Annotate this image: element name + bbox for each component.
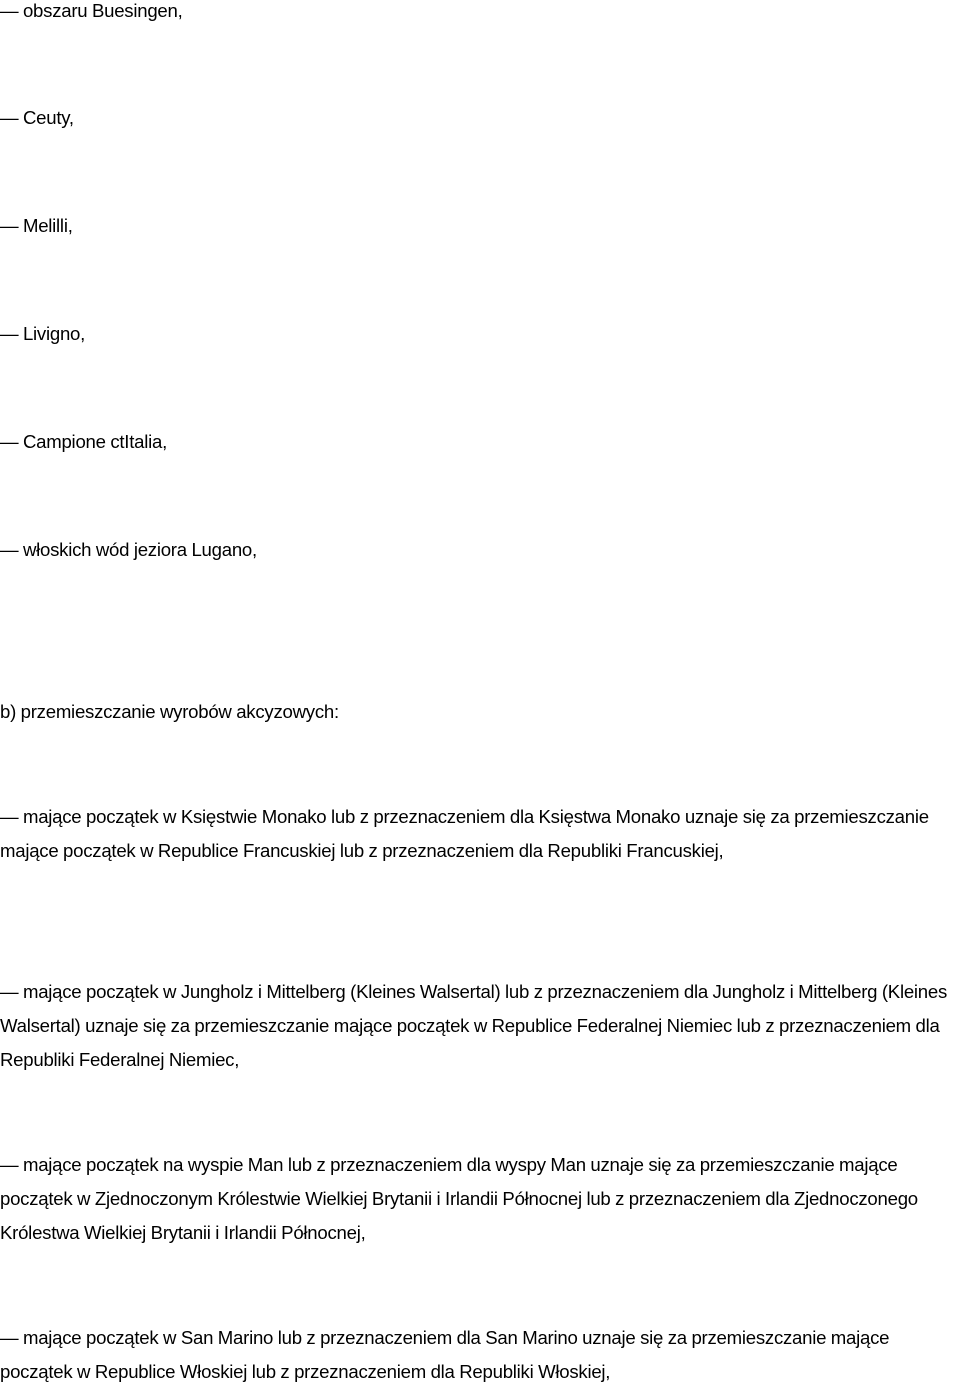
- list-item-campione: — Campione ctItalia,: [0, 431, 167, 452]
- list-item-melilla: — Melilli,: [0, 215, 73, 236]
- list-item-lugano: — włoskich wód jeziora Lugano,: [0, 539, 257, 560]
- paragraph-san-marino: — mające początek w San Marino lub z przeznaczeniem dla San Marino uznaje się za przemieszczanie mające początek w Republice Włoskiej lub z przeznaczeniem dla Republiki Włoskiej,: [0, 1327, 890, 1382]
- list-item-ceuta: — Ceuty,: [0, 107, 74, 128]
- paragraph-monaco: — mające początek w Księstwie Monako lub z przeznaczeniem dla Księstwa Monako uznaje się za przemieszczanie mające początek w Republice Francuskiej lub z przeznaczeniem dla Republiki Francuskiej,: [0, 806, 929, 861]
- paragraph-isle-of-man: — mające początek na wyspie Man lub z przeznaczeniem dla wyspy Man uznaje się za przemieszczanie mające początek w Zjednoczonym Królestwie Wielkiej Brytanii i Irlandii Północnej lub z przeznaczeniem dla Zjednoczonego Królestwa Wielkiej Brytanii i Irlandii Północnej,: [0, 1154, 918, 1243]
- section-heading-b: b) przemieszczanie wyrobów akcyzowych:: [0, 701, 339, 722]
- paragraph-jungholz: — mające początek w Jungholz i Mittelberg (Kleines Walsertal) lub z przeznaczeniem dla Jungholz i Mittelberg (Kleines Walsertal) uznaje się za przemieszczanie mające początek w Republice Federalnej Niemiec lub z przeznaczeniem dla Republiki Federalnej Niemiec,: [0, 981, 948, 1070]
- list-item-buesingen: — obszaru Buesingen,: [0, 0, 183, 21]
- list-item-livigno: — Livigno,: [0, 323, 86, 344]
